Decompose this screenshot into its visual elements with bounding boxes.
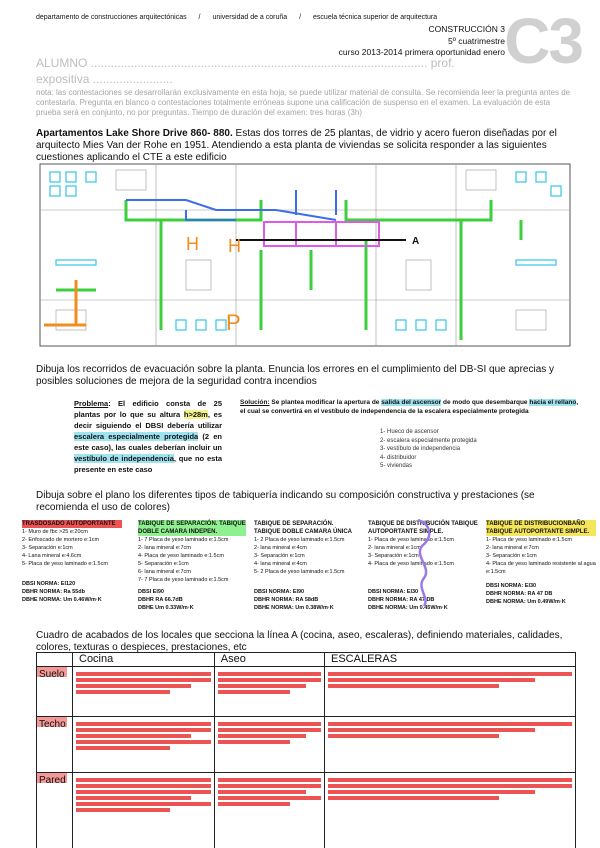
tabique-col-1: TRASDOSADO AUTOPORTANTE 1- Muro de fbc >25 e:20cm 2- Enfoscado de mortero e:1cm 3- Separación e:1cm 4- Lana mineral e:4.6cm 5- Placa de yeso laminado e:1.5cm DBSI NORMA: EI120 DBHR NORMA: Ra 55db DBHE NORMA: Um 0.46W/m·K [22,520,122,604]
student-name-field[interactable]: ALUMNO ..................................................................................................... prof. [36,56,455,70]
solucion-paragraph: Solución: Se plantea modificar la apertura de salida del ascensor de modo que desembarque hacia el rellano, el cual se convertirá en el vestíbulo de independencia de la escalera especialmente protegida [240,399,579,415]
purple-scribble [410,516,440,610]
legend-item: 3- vestíbulo de independencia [380,446,461,452]
expositiva-field[interactable]: expositiva ........................ [36,72,173,86]
tabique-title: TRASDOSADO AUTOPORTANTE [22,520,122,528]
plan-label-h1: H [186,234,199,254]
cell-escaleras-pared[interactable] [325,773,576,848]
session: curso 2013-2014 primera oportunidad enero [338,47,505,57]
highlight-vestibulo: vestíbulo de independencia [74,454,174,463]
cell-cocina-techo[interactable] [73,717,215,773]
course-name: CONSTRUCCIÓN 3 [428,24,505,34]
finishes-table [36,652,576,848]
problema-label: Problema [74,399,109,408]
cell-escaleras-suelo[interactable] [325,667,576,717]
row-label-pared: Pared [39,775,66,786]
plan-label-a: A [412,236,420,247]
cell-aseo-techo[interactable] [214,717,324,773]
tabique-col-5: TABIQUE DE DISTRIBUCIONBAÑO TABIQUE AUTOPORTANTE SIMPLE. 1- Placa de yeso laminado e:1.5cm 2- lana mineral e:7cm 3- Separación e:1cm 4- Placa de yeso laminado resistente al agua e:1.5cm DBSI NORMA: EI30 DBHR NORMA: RA 47 DB DBHE NORMA: Um 0.49W/m·K [486,521,596,605]
tabique-title: TABIQUE DE DISTRIBUCIONBAÑO TABIQUE AUTOPORTANTE SIMPLE. [486,520,596,536]
plan-legend [380,428,477,471]
highlight-salida: salida del ascensor [381,399,442,406]
semester: 5º cuatrimestre [448,36,505,46]
blue-evac-route [126,190,336,220]
exam-note: nota: las contestaciones se desarrollarán exclusivamente en esta hoja, se puede utilizar material de consulta. Se recomienda leer la pregunta antes de contestarla. Pregunta en blanco o contestaciones totalmente erróneas supone una calificación de suspenso en el examen. La evaluación de esta prueba será en conjunto, no por preguntas. Tiempo de duración del examen: tres horas (3h) [36,88,571,117]
department-text: departamento de construcciones arquitectónicas [36,14,187,21]
orange-walls [44,280,86,325]
cell-aseo-suelo[interactable] [214,667,324,717]
tabique-col-4: TABIQUE DE DISTRIBUCIÓN TABIQUE AUTOPORTANTE SIMPLE. 1- Placa de yeso laminado e:1.5cm 2- lana mineral e:1cm 3- Separación e:1cm 4- Placa de yeso laminado e:1.5cm DBSI NORMA: EI30 DBHR NORMA: RA 47 DB DBHE NORMA: Um 0.45W/m·K [368,521,478,611]
tabique-title: TABIQUE DE SEPARACIÓN. TABIQUE DOBLE CAMARA INDEPEN. [138,521,246,535]
table-row [37,773,576,848]
university-text: universidad de a coruña [212,14,288,21]
plan-label-h2: H [228,236,241,256]
highlight-rellano: hacia el rellano [529,399,577,406]
row-label-techo: Techo [39,719,66,730]
question-2: Dibuja sobre el plano los diferentes tipos de tabiquería indicando su composición constructiva y prestaciones (se recomienda el uso de colores) [36,490,535,513]
school-text: escuela técnica superior de arquitectura [313,14,438,21]
floor-plan [36,160,574,360]
table-row [37,667,576,717]
header-escaleras: ESCALERAS [325,653,576,667]
question-3: Cuadro de acabados de los locales que secciona la línea A (cocina, aseo, escaleras), definiendo materiales, calidades, colores, texturas o despieces, prestaciones, etc [36,630,563,653]
fixtures [50,172,561,330]
intro-text: Estas dos torres de 25 plantas, de vidrio y acero fueron diseñadas por el arquitecto Mies Van der Rohe en 1951. Atendiendo a esta planta de viviendas se solicita responder a las siguientes cuestiones aplicando el CTE a este edificio [36,128,557,163]
highlight-escalera: escalera especialmente protegida [74,432,199,441]
legend-item: 4- distribuidor [380,454,417,461]
table-header-row [37,653,576,667]
legend-item: 2- escalera especialmente protegida [380,437,477,444]
course-code: C3 [504,5,582,77]
table-row [37,717,576,773]
magenta-walls [264,222,379,246]
plan-label-p: P [226,310,241,335]
cell-escaleras-techo[interactable] [325,717,576,773]
cell-aseo-pared[interactable] [214,773,324,848]
tabique-col-2: TABIQUE DE SEPARACIÓN. TABIQUE DOBLE CAMARA INDEPEN. 1- 7 Placa de yeso laminado e:1.5cm 2- lana mineral e:7cm 4- Placa de yeso laminado e:1.5cm 5- Separación e:1cm 6- lana mineral e:7cm 7- 7 Placa de yeso laminado e:1.5cm DBSI EI90 DBHR RA 66.7dB DBHE Um 0.33W/m·K [138,521,246,611]
question-1: Dibuja los recorridos de evacuación sobre la planta. Enuncia los errores en el cumplimiento del DB-SI que aprecias y posibles soluciones de mejora de la seguridad contra incendios [36,364,555,387]
row-label-suelo: Suelo [39,669,65,680]
header-aseo: Aseo [214,653,324,667]
tabique-title: TABIQUE DE DISTRIBUCIÓN TABIQUE AUTOPORTANTE SIMPLE. [368,521,478,535]
cell-cocina-pared[interactable] [73,773,215,848]
cell-cocina-suelo[interactable] [73,667,215,717]
legend-item: 1- Hueco de ascensor [380,429,439,435]
highlight-altura: h>28m [183,410,208,419]
problema-paragraph: Problema: El edificio consta de 25 plantas por lo que su altura h>28m, es decir siguiendo el DBSI debería utilizar escalera especialmente protegida (2 en este caso), las cuales deberían incluir un vestíbulo de independencia, que no esta presente en este caso [74,399,222,474]
intro-paragraph [36,128,576,164]
tabique-title: TABIQUE DE SEPARACIÓN. TABIQUE DOBLE CAMARA ÚNICA [254,521,352,535]
tabique-col-3: TABIQUE DE SEPARACIÓN. TABIQUE DOBLE CAMARA ÚNICA 1- 2 Placa de yeso laminado e:1.5cm 2- lana mineral e:4cm 3- Separación e:1cm 4- lana mineral e:4cm 5- 2 Placa de yeso laminado e:1.5cm DBSI NORMA: EI90 DBHR NORMA: RA 58dB DBHE NORMA: Um 0.38W/m·K [254,520,360,612]
header-cocina: Cocina [73,653,215,667]
intro-title: Apartamentos Lake Shore Drive 860- 880. [36,128,233,139]
legend-item: 5- viviendas [380,463,413,469]
header-institutions: departamento de construcciones arquitectónicas / universidad de a coruña / escuela técnica superior de arquitectura [36,14,438,21]
solucion-label: Solución: [240,399,270,406]
